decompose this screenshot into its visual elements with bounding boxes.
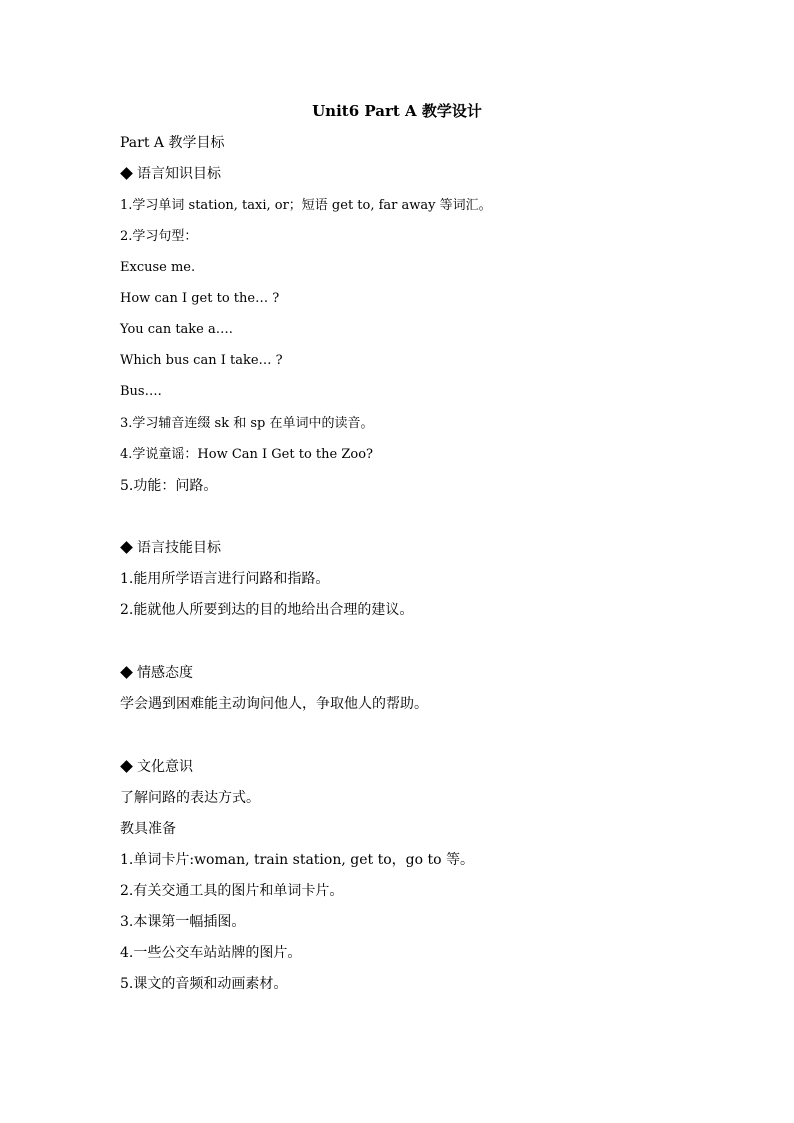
- text-line: 4.一些公交车站站牌的图片。: [120, 945, 302, 961]
- goal-heading-label: 语言知识目标: [137, 166, 221, 182]
- diamond-bullet-icon: [120, 666, 133, 679]
- text-line: 4.学说童谣：How Can I Get to the Zoo?: [120, 447, 373, 462]
- text-line: 5.课文的音频和动画素材。: [120, 976, 288, 992]
- diamond-bullet-icon: [120, 760, 133, 773]
- text-line: 1.学习单词 station, taxi, or；短语 get to, far away 等词汇。: [120, 198, 492, 213]
- text-line: 学会遇到困难能主动询问他人，争取他人的帮助。: [120, 696, 428, 712]
- text-line: Bus….: [120, 384, 162, 399]
- text-line: 1.单词卡片:woman, train station, get to，go to 等。: [120, 852, 474, 868]
- diamond-bullet-icon: [120, 541, 133, 554]
- goal-heading-label: 文化意识: [137, 759, 193, 775]
- text-line: 3.学习辅音连缀 sk 和 sp 在单词中的读音。: [120, 416, 374, 431]
- text-line: Which bus can I take… ?: [120, 353, 283, 368]
- text-line: You can take a….: [120, 322, 233, 337]
- goal-heading-language-knowledge: [120, 164, 221, 184]
- text-line: 5.功能：问路。: [120, 478, 218, 494]
- text-line: 2.能就他人所要到达的目的地给出合理的建议。: [120, 602, 414, 618]
- goal-heading-cultural-awareness: [120, 757, 193, 777]
- text-line: How can I get to the… ?: [120, 291, 280, 306]
- goal-heading-label: 语言技能目标: [137, 540, 221, 556]
- text-line: 1.能用所学语言进行问路和指路。: [120, 571, 330, 587]
- section-heading-teaching-goals: Part A 教学目标: [120, 135, 225, 151]
- text-line: 了解问路的表达方式。: [120, 790, 260, 806]
- goal-heading-emotion-attitude: [120, 663, 193, 683]
- goal-heading-language-skills: [120, 538, 221, 558]
- text-line: Excuse me.: [120, 260, 196, 275]
- goal-heading-label: 情感态度: [137, 665, 193, 681]
- text-line: 2.学习句型：: [120, 229, 198, 244]
- diamond-bullet-icon: [120, 167, 133, 180]
- document-title: Unit6 Part A 教学设计: [312, 102, 482, 120]
- text-line: 3.本课第一幅插图。: [120, 914, 246, 930]
- section-heading-teaching-aids: 教具准备: [120, 821, 176, 837]
- text-line: 2.有关交通工具的图片和单词卡片。: [120, 883, 344, 899]
